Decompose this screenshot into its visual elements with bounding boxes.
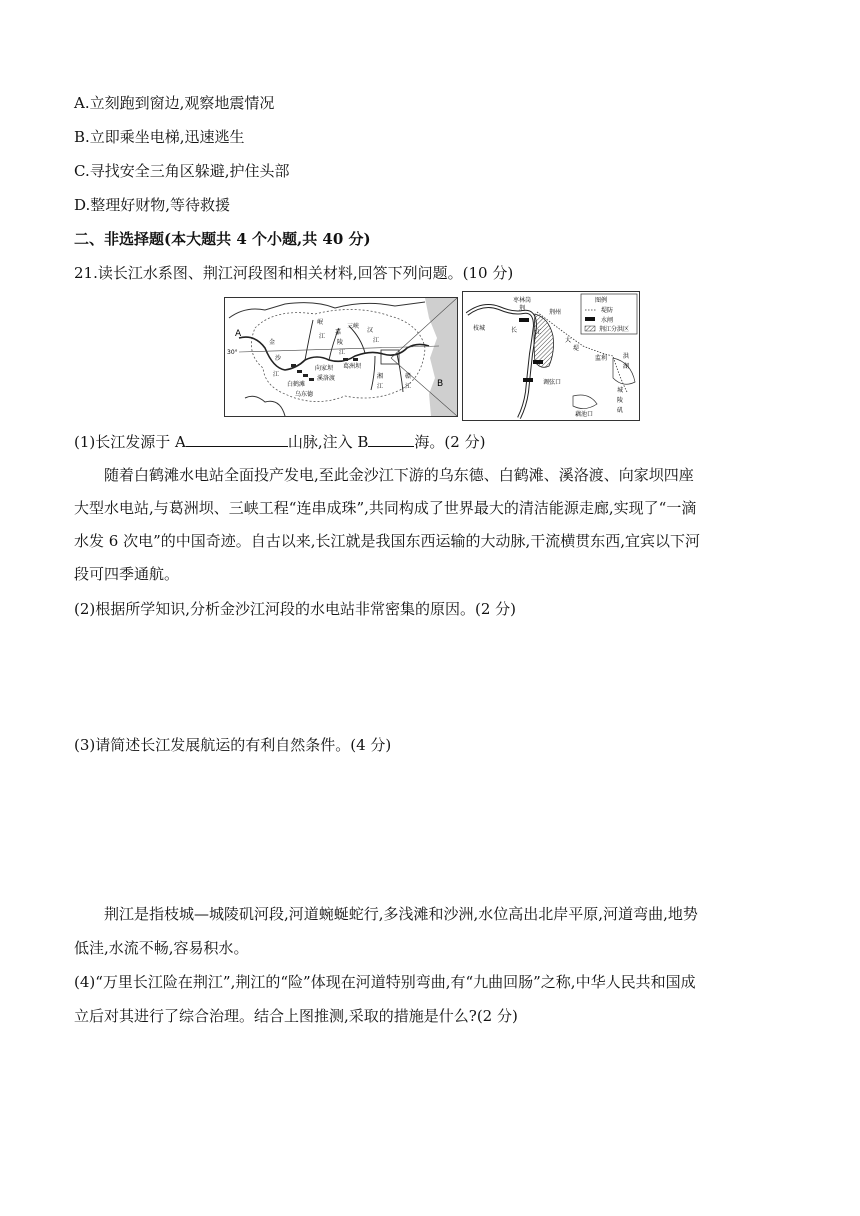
place-hu: 湖 xyxy=(623,363,630,370)
place-zhicheng: 枝城 xyxy=(473,325,486,332)
place-cheng: 城 xyxy=(617,387,624,394)
map-label-xiangjiaba: 向家坝 xyxy=(315,365,334,372)
map-label-jin: 金 xyxy=(269,339,276,346)
place-chang: 长 xyxy=(511,327,518,334)
place-ouchikou: 藕池口 xyxy=(575,411,594,418)
q4-line-2: 立后对其进行了综合治理。结合上图推测,采取的措施是什么?(2 分) xyxy=(74,1007,518,1025)
map-label-gezhouba: 葛洲坝 xyxy=(343,363,362,370)
map-label-gan: 赣 xyxy=(405,373,412,380)
section-heading: 二、非选择题(本大题共 4 个小题,共 40 分) xyxy=(74,230,371,248)
passage-1-line-3: 水发 6 次电”的中国奇迹。自古以来,长江就是我国东西运输的大动脉,干流横贯东西,宜宾以下河 xyxy=(74,532,701,550)
q1-prefix: (1)长江发源于 A xyxy=(74,433,186,451)
place-jingzhou: 荆州 xyxy=(549,309,562,316)
map-label-jiang6: 江 xyxy=(405,383,412,390)
map-label-sanxia: 三峡 xyxy=(347,323,360,330)
yangtze-system-map-svg xyxy=(225,298,457,416)
place-jing: 荆 xyxy=(519,305,526,312)
q1-mid: 山脉,注入 B xyxy=(287,433,369,451)
map-label-jiang5: 江 xyxy=(377,383,384,390)
answer-blank-a[interactable] xyxy=(186,430,288,447)
legend-dyke: 堤防 xyxy=(601,307,614,314)
map-label-wudongde: 乌东德 xyxy=(295,391,314,398)
map-label-a: A xyxy=(235,329,242,339)
question-21-stem: 21.读长江水系图、荆江河段图和相关材料,回答下列问题。(10 分) xyxy=(74,264,514,282)
option-a: A.立刻跑到窗边,观察地震情况 xyxy=(74,94,275,112)
jingjiang-map-svg xyxy=(463,292,639,420)
place-jiang: 江 xyxy=(535,329,542,336)
jingjiang-map xyxy=(462,291,640,421)
legend-diversion: 荆江分洪区 xyxy=(599,326,630,333)
map-label-jia: 嘉 xyxy=(335,329,342,336)
map-label-jiang4: 江 xyxy=(373,337,380,344)
q1-suffix: 海。(2 分) xyxy=(414,433,486,451)
yangtze-system-map xyxy=(224,297,458,417)
place-zaolingang: 枣林岗 xyxy=(513,297,532,304)
map-label-han: 汉 xyxy=(367,327,374,334)
q3: (3)请简述长江发展航运的有利自然条件。(4 分) xyxy=(74,736,392,754)
map-label-jiang2: 江 xyxy=(319,333,326,340)
lat-label: 30° xyxy=(227,349,238,356)
map-figure xyxy=(224,291,640,421)
passage-1-line-2: 大型水电站,与葛洲坝、三峡工程“连串成珠”,共同构成了世界最大的清洁能源走廊,实现了“一滴 xyxy=(74,499,697,517)
place-di: 堤 xyxy=(573,345,580,352)
legend-sluice: 水闸 xyxy=(601,317,614,324)
map-label-jiang1: 江 xyxy=(273,371,280,378)
q4-line-1: (4)“万里长江险在荆江”,荆江的“险”体现在河道特别弯曲,有“九曲回肠”之称,中华人民共和国成 xyxy=(74,973,696,991)
map-label-b: B xyxy=(437,379,444,389)
passage-2-line-1: 荆江是指枝城—城陵矶河段,河道蜿蜒蛇行,多浅滩和沙洲,水位高出北岸平原,河道弯曲,地势 xyxy=(104,905,698,923)
map-label-baihetan: 白鹤滩 xyxy=(287,381,306,388)
passage-2-line-2: 低洼,水流不畅,容易积水。 xyxy=(74,939,249,957)
option-c: C.寻找安全三角区躲避,护住头部 xyxy=(74,162,290,180)
place-hong: 洪 xyxy=(623,353,630,360)
q2: (2)根据所学知识,分析金沙江河段的水电站非常密集的原因。(2 分) xyxy=(74,600,517,618)
map-label-jiang3: 江 xyxy=(339,349,346,356)
map-label-min: 岷 xyxy=(317,319,324,326)
place-da: 大 xyxy=(565,337,572,344)
place-ling: 陵 xyxy=(617,397,624,404)
passage-1-line-1: 随着白鹤滩水电站全面投产发电,至此金沙江下游的乌东德、白鹤滩、溪洛渡、向家坝四座 xyxy=(104,466,694,484)
passage-1-line-4: 段可四季通航。 xyxy=(74,565,180,583)
q1 xyxy=(74,430,485,453)
map-label-ling: 陵 xyxy=(337,339,344,346)
place-tiaoxiankou: 调弦口 xyxy=(543,379,562,386)
place-jianli: 监利 xyxy=(595,355,608,362)
map-label-xiluodu: 溪洛渡 xyxy=(317,375,336,382)
map-label-xiang: 湘 xyxy=(377,373,384,380)
option-b: B.立即乘坐电梯,迅速逃生 xyxy=(74,128,245,146)
answer-blank-b[interactable] xyxy=(368,430,414,447)
map-label-sha: 沙 xyxy=(275,355,282,362)
place-ji: 矶 xyxy=(617,407,624,414)
option-d: D.整理好财物,等待救援 xyxy=(74,196,231,214)
legend-title: 图例 xyxy=(595,297,608,304)
